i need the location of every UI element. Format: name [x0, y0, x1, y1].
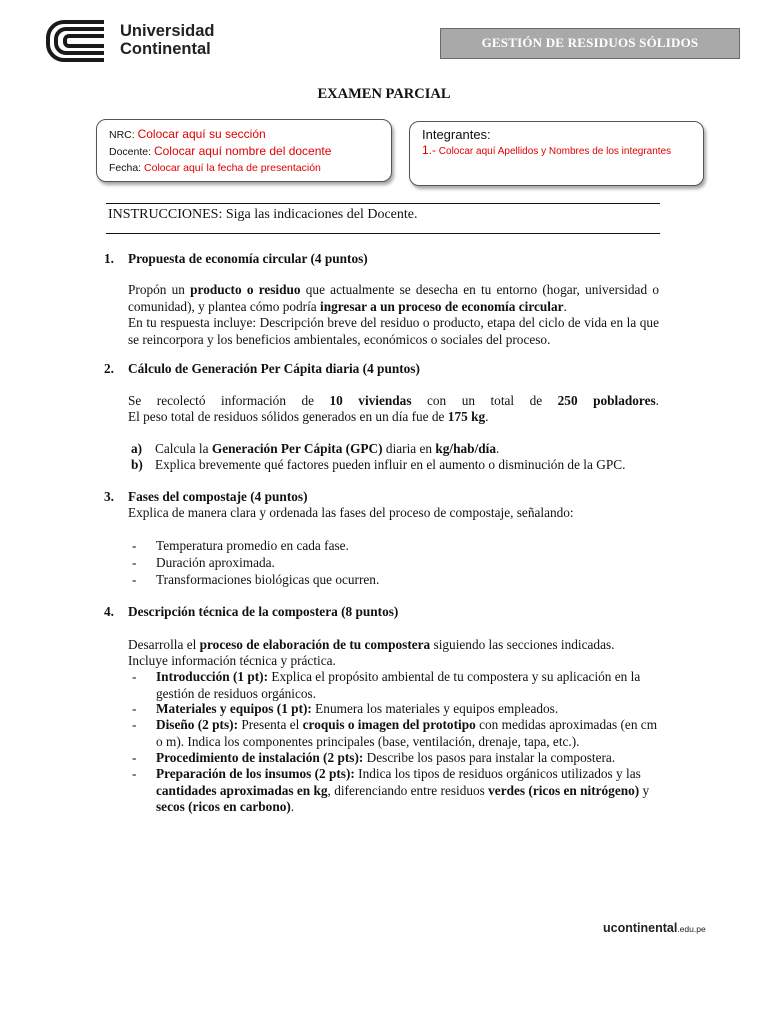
- members-box: [409, 121, 704, 186]
- divider-top: [106, 203, 660, 204]
- q2-paragraph-2: El peso total de residuos sólidos generados en un día fue de 175 kg.: [128, 409, 489, 424]
- q2b-label: b): [131, 457, 143, 472]
- nrc-line: NRC: Colocar aquí su sección: [109, 127, 266, 141]
- q3-title: Fases del compostaje (4 puntos): [128, 489, 308, 504]
- subject-banner: GESTIÓN DE RESIDUOS SÓLIDOS: [440, 28, 740, 59]
- divider-bottom: [106, 233, 660, 234]
- q4-dash: -: [132, 701, 137, 716]
- q1-number: 1.: [104, 251, 114, 266]
- q4-dash: -: [132, 717, 137, 732]
- q2-paragraph-1: Se recolectó información de 10 viviendas con un total de 250 pobladores.: [128, 393, 659, 408]
- q2b-text: Explica brevemente qué factores pueden influir en el aumento o disminución de la GPC.: [155, 457, 626, 472]
- q4-item-preparacion: Preparación de los insumos (2 pts): Indica los tipos de residuos orgánicos utilizados y las cantidades aproximadas en kg, diferenciando entre residuos verdes (ricos en nitrógeno) y secos (ricos en carbono).: [156, 766, 650, 814]
- q3-item: Temperatura promedio en cada fase.: [156, 538, 349, 553]
- instructions: INSTRUCCIONES: Siga las indicaciones del Docente.: [108, 207, 418, 222]
- q4-item-materiales: Materiales y equipos (1 pt): Enumera los materiales y equipos empleados.: [156, 701, 559, 716]
- q3-item: Transformaciones biológicas que ocurren.: [156, 572, 380, 587]
- q1-title: Propuesta de economía circular (4 puntos): [128, 251, 368, 266]
- q4-title: Descripción técnica de la compostera (8 puntos): [128, 604, 399, 619]
- continental-logo-icon: [46, 18, 112, 64]
- info-box: [96, 119, 392, 182]
- members-label: Integrantes:: [422, 127, 491, 142]
- q4-number: 4.: [104, 604, 114, 619]
- members-line[interactable]: 1.- Colocar aquí Apellidos y Nombres de los integrantes: [422, 143, 672, 157]
- q4-dash: -: [132, 766, 137, 781]
- teacher-value[interactable]: Colocar aquí nombre del docente: [153, 144, 332, 158]
- q2a-label: a): [131, 441, 143, 456]
- q2a-text: Calcula la Generación Per Cápita (GPC) diaria en kg/hab/día.: [155, 441, 500, 456]
- q3-number: 3.: [104, 489, 114, 504]
- q4-item-diseno: Diseño (2 pts): Presenta el croquis o imagen del prototipo con medidas aproximadas (en cm o m). Indica los componentes principales (base, ventilación, drenaje, tapa, etc.).: [156, 717, 658, 749]
- q3-intro: Explica de manera clara y ordenada las fases del proceso de compostaje, señalando:: [128, 505, 574, 520]
- q2-number: 2.: [104, 361, 114, 376]
- university-name: Universidad Continental: [120, 22, 215, 58]
- q3-dash: -: [132, 572, 137, 587]
- q4-intro-2: Incluye información técnica y práctica.: [128, 653, 336, 668]
- q3-dash: -: [132, 555, 137, 570]
- footer-brand: ucontinental.edu.pe: [603, 921, 706, 935]
- q2-title: Cálculo de Generación Per Cápita diaria (4 puntos): [128, 361, 420, 376]
- q3-dash: -: [132, 538, 137, 553]
- q4-dash: -: [132, 750, 137, 765]
- nrc-value[interactable]: Colocar aquí su sección: [137, 127, 266, 141]
- teacher-line: Docente: Colocar aquí nombre del docente: [109, 144, 332, 158]
- q3-item: Duración aproximada.: [156, 555, 275, 570]
- date-value[interactable]: Colocar aquí la fecha de presentación: [144, 162, 321, 174]
- q4-intro: Desarrolla el proceso de elaboración de tu compostera siguiendo las secciones indicadas.: [128, 637, 615, 652]
- date-line: Fecha: Colocar aquí la fecha de presentación: [109, 162, 321, 174]
- q1-paragraph: Propón un producto o residuo que actualmente se desecha en tu entorno (hogar, universidad o comunidad), y plantea cómo podría ingresar a un proceso de economía circular. En tu respuesta incluye: Descripción breve del residuo o producto, etapa del ciclo de vida en la que se reincorpora y los beneficios ambientales, económicos o sociales del proceso.: [128, 282, 659, 347]
- exam-title: EXAMEN PARCIAL: [317, 86, 451, 102]
- q4-item-procedimiento: Procedimiento de instalación (2 pts): Describe los pasos para instalar la compostera.: [156, 750, 616, 765]
- q4-item-introduccion: Introducción (1 pt): Explica el propósito ambiental de tu compostera y su aplicación en la gestión de residuos orgánicos.: [156, 669, 641, 701]
- q4-dash: -: [132, 669, 137, 684]
